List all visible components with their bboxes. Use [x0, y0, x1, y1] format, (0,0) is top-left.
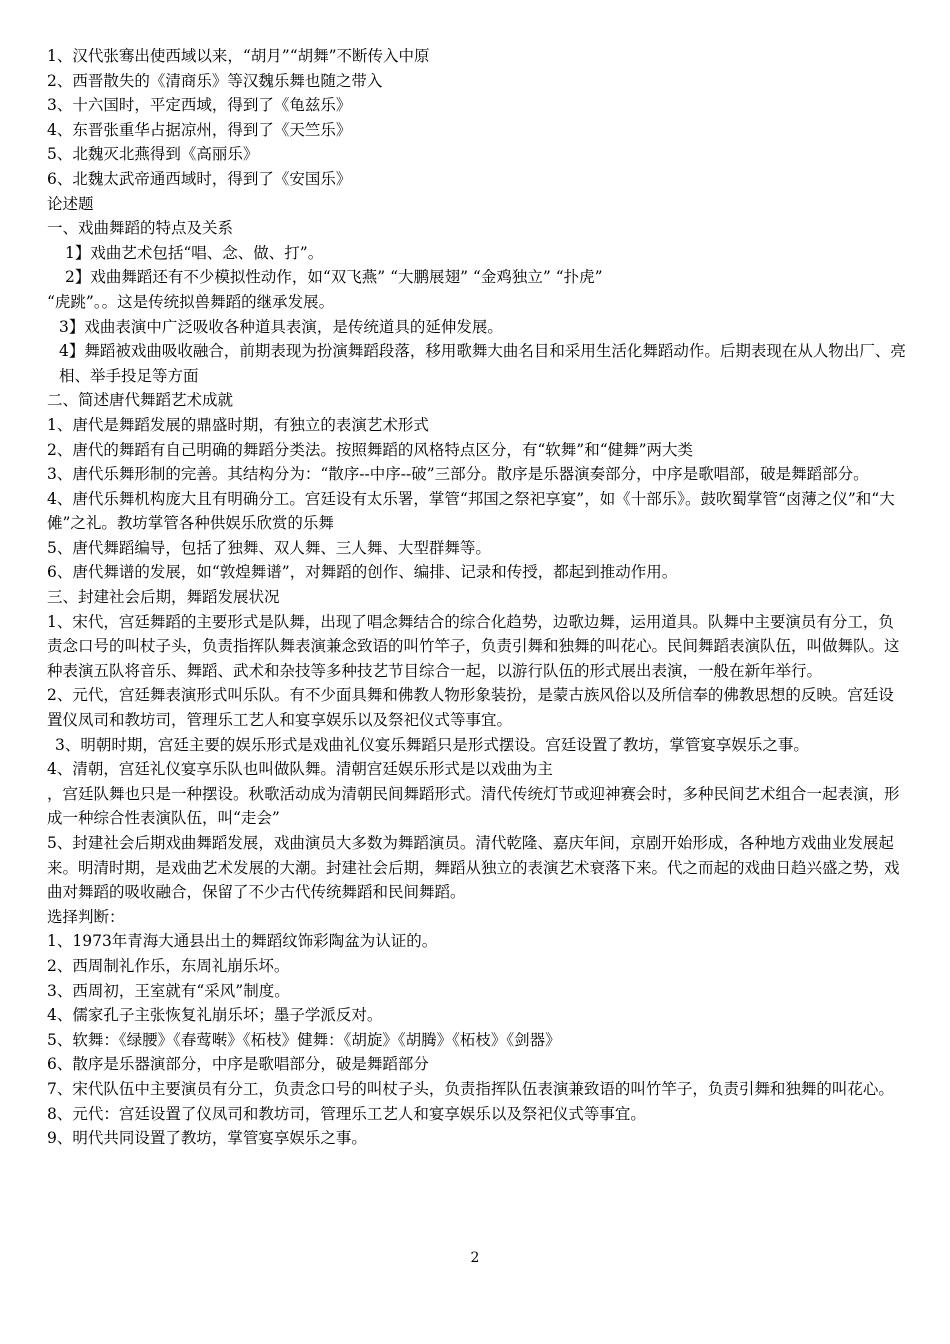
text-line: 1】戏曲艺术包括“唱、念、做、打”。	[65, 243, 324, 262]
text-line: “虎跳”。。这是传统拟兽舞蹈的继承发展。	[47, 292, 335, 311]
text-line: 6、唐代舞谱的发展，如“敦煌舞谱”，对舞蹈的创作、编排、记录和传授，都起到推动作用。	[47, 563, 678, 582]
text-line: 6、北魏太武帝通西域时，得到了《安国乐》	[47, 169, 352, 188]
text-line: 5、软舞：《绿腰》《春莺啭》《柘枝》健舞：《胡旋》《胡腾》《柘枝》《剑器》	[47, 1030, 561, 1049]
text-line: 4、儒家孔子主张恢复礼崩乐坏；墨子学派反对。	[47, 1006, 383, 1025]
text-line: 1、宋代，宫廷舞蹈的主要形式是队舞，出现了唱念舞结合的综合化趋势，边歌边舞，运用道具。队舞中主要演员有分工，负责念口号的叫杖子头，负责指挥队舞表演兼念致语的叫竹竿子，负责引舞和独舞的叫花心。民间舞蹈表演队伍，叫做舞队。这种表演五队将音乐、舞蹈、武术和杂技等多种技艺节目综合一起，以游行队伍的形式展出表演，一般在新年举行。	[47, 612, 900, 680]
page-number: 2	[470, 1250, 480, 1266]
text-line: 3】戏曲表演中广泛吸收各种道具表演，是传统道具的延伸发展。	[59, 317, 503, 336]
text-line: 2、元代，宫廷舞表演形式叫乐队。有不少面具舞和佛教人物形象装扮，是蒙古族风俗以及所信奉的佛教思想的反映。宫廷设置仪凤司和教坊司，管理乐工艺人和宴享娱乐以及祭祀仪式等事宜。	[47, 686, 894, 730]
text-line: 2】戏曲舞蹈还有不少模拟性动作，如“双飞燕” “大鹏展翅” “金鸡独立” “扑虎”	[65, 268, 603, 287]
text-line: 8、元代：宫廷设置了仪凤司和教坊司，管理乐工艺人和宴享娱乐以及祭祀仪式等事宜。	[47, 1104, 646, 1123]
text-line: 3、西周初，王室就有“采风”制度。	[47, 981, 290, 1000]
text-line: 7、宋代队伍中主要演员有分工，负责念口号的叫杖子头，负责指挥队伍表演兼致语的叫竹竿子，负责引舞和独舞的叫花心。	[47, 1079, 894, 1098]
text-line: 3、唐代乐舞形制的完善。其结构分为：“散序--中序--破”三部分。散序是乐器演奏部分，中序是歌唱部，破是舞蹈部分。	[47, 465, 869, 484]
text-line: 4、唐代乐舞机构庞大且有明确分工。宫廷设有太乐署，掌管“邦国之祭祀享宴”，如《十部乐》。鼓吹蜀掌管“卤薄之仪”和“大傩”之礼。教坊掌管各种供娱乐欣赏的乐舞	[47, 489, 895, 533]
section-heading: 论述题	[47, 194, 94, 213]
document-body	[47, 44, 907, 1151]
text-line: 4、清朝，宫廷礼仪宴享乐队也叫做队舞。清朝宫廷娱乐形式是以戏曲为主	[47, 760, 553, 779]
section-heading: 选择判断：	[47, 907, 125, 926]
text-line: 1、汉代张骞出使西域以来，“胡月”“胡舞”不断传入中原	[47, 47, 430, 65]
text-line: 2、西晋散失的《清商乐》等汉魏乐舞也随之带入	[47, 71, 383, 90]
text-line: 5、唐代舞蹈编导，包括了独舞、双人舞、三人舞、大型群舞等。	[47, 538, 491, 557]
text-line: 4】舞蹈被戏曲吸收融合，前期表现为扮演舞蹈段落，移用歌舞大曲名目和采用生活化舞蹈动作。后期表现在从人物出厂、亮相、举手投足等方面	[59, 342, 906, 385]
text-line: 4、东晋张重华占据凉州，得到了《天竺乐》	[47, 120, 352, 139]
section-heading: 二、简述唐代舞蹈艺术成就	[47, 391, 234, 410]
text-line: 6、散序是乐器演部分，中序是歌唱部分，破是舞蹈部分	[47, 1055, 429, 1074]
text-line: 5、北魏灭北燕得到《高丽乐》	[47, 145, 259, 164]
text-line: 2、唐代的舞蹈有自己明确的舞蹈分类法。按照舞蹈的风格特点区分，有“软舞”和“健舞”两大类	[47, 440, 694, 459]
text-line: 3、十六国时，平定西域，得到了《龟兹乐》	[47, 96, 352, 115]
text-line: ，宫廷队舞也只是一种摆设。秋歌活动成为清朝民间舞蹈形式。清代传统灯节或迎神赛会时，多种民间艺术组合一起表演，形成一种综合性表演队伍，叫“走会”	[47, 784, 900, 828]
section-heading: 一、戏曲舞蹈的特点及关系	[47, 219, 234, 238]
text-line: 9、明代共同设置了教坊，掌管宴享娱乐之事。	[47, 1129, 367, 1148]
text-line: 3、明朝时期，宫廷主要的娱乐形式是戏曲礼仪宴乐舞蹈只是形式摆设。宫廷设置了教坊，掌管宴享娱乐之事。	[55, 735, 809, 754]
text-line: 2、西周制礼作乐，东周礼崩乐坏。	[47, 956, 290, 975]
text-line: 5、封建社会后期戏曲舞蹈发展，戏曲演员大多数为舞蹈演员。清代乾隆、嘉庆年间，京剧开始形成，各种地方戏曲业发展起来。明清时期，是戏曲艺术发展的大潮。封建社会后期，舞蹈从独立的表演艺术衰落下来。代之而起的戏曲日趋兴盛之势，戏曲对舞蹈的吸收融合，保留了不少古代传统舞蹈和民间舞蹈。	[47, 834, 900, 902]
section-heading: 三、封建社会后期，舞蹈发展状况	[47, 588, 280, 607]
text-line: 1、唐代是舞蹈发展的鼎盛时期，有独立的表演艺术形式	[47, 415, 429, 434]
text-line: 1、1973年青海大通县出土的舞蹈纹饰彩陶盆为认证的。	[47, 932, 438, 951]
